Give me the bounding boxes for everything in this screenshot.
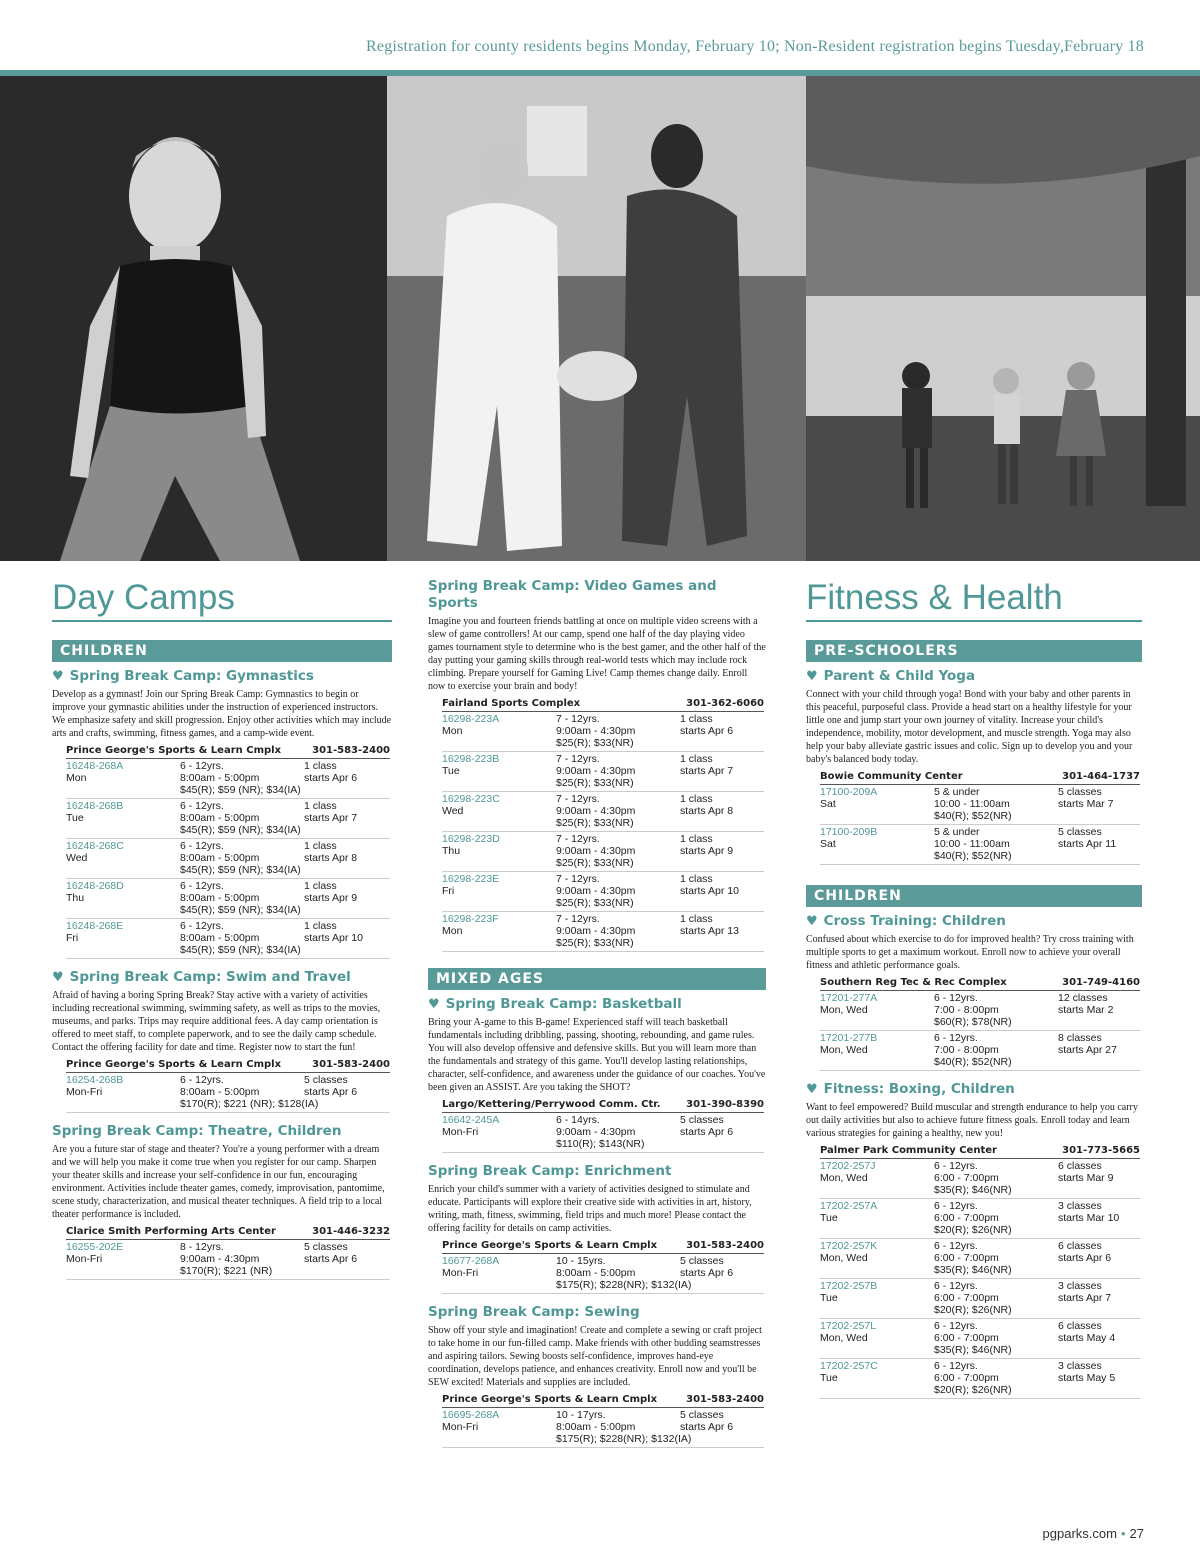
course-gymnastics — [52, 668, 392, 959]
fee: $25(R); $33(NR) — [556, 817, 634, 829]
course-code: 17202-257A — [820, 1200, 878, 1212]
class-count: 12 classes — [1058, 992, 1108, 1004]
location-row: Largo/Kettering/Perrywood Comm. Ctr. 301-390-8390 — [442, 1097, 764, 1113]
course-title: Spring Break Camp: Theatre, Children — [52, 1123, 342, 1139]
fee: $20(R); $26(NR) — [934, 1224, 1012, 1236]
class-count: 1 class — [680, 913, 713, 925]
location-row: Palmer Park Community Center 301-773-5665 — [820, 1143, 1140, 1159]
age-range: 6 - 12yrs. — [934, 1032, 978, 1044]
table-row — [820, 1031, 1140, 1071]
start-date: starts Apr 7 — [1058, 1292, 1112, 1304]
class-count: 8 classes — [1058, 1032, 1102, 1044]
meeting-time: 8:00am - 5:00pm — [556, 1267, 636, 1279]
table-row — [442, 912, 764, 952]
fee: $35(R); $46(NR) — [934, 1344, 1012, 1356]
location-row: Prince George's Sports & Learn Cmplx 301-583-2400 — [442, 1238, 764, 1254]
page-footer — [1043, 1526, 1144, 1541]
section-title-day-camps: Day Camps — [52, 578, 392, 622]
schedule-table — [820, 1143, 1140, 1399]
meeting-time: 9:00am - 4:30pm — [556, 725, 636, 737]
course-code: 16248-268A — [66, 760, 124, 772]
start-date: starts Apr 9 — [304, 892, 358, 904]
age-range: 6 - 12yrs. — [180, 1074, 224, 1086]
column-fitness — [806, 578, 1142, 1409]
table-row — [66, 1240, 390, 1280]
meeting-day: Tue — [66, 812, 84, 824]
location-row: Prince George's Sports & Learn Cmplx 301-583-2400 — [442, 1392, 764, 1408]
meeting-day: Mon, Wed — [820, 1004, 868, 1016]
table-row — [442, 872, 764, 912]
heart-icon: ♥ — [806, 914, 818, 929]
meeting-time: 6:00 - 7:00pm — [934, 1372, 999, 1384]
course-description: Connect with your child through yoga! Bond with your baby and other parents in this peaceful, purposeful class. Provide a head start on a healthy lifestyle for your little one and jump start your own journey of vitality. Increase your child's independence, mobility, motor development, and muscle strength. Yoga may also help your baby alleviate gastric issues and colic. Sign up to develop you and your baby's balanced body today. — [806, 689, 1133, 765]
class-count: 1 class — [304, 760, 337, 772]
meeting-time: 7:00 - 8:00pm — [934, 1004, 999, 1016]
start-date: starts Apr 6 — [304, 1253, 358, 1265]
table-row — [442, 712, 764, 752]
start-date: starts Apr 27 — [1058, 1044, 1117, 1056]
start-date: starts Apr 6 — [304, 1086, 358, 1098]
heart-icon: ♥ — [806, 669, 818, 684]
page-number: 27 — [1129, 1526, 1144, 1541]
course-code: 16695-268A — [442, 1409, 500, 1421]
age-range: 10 - 15yrs. — [556, 1255, 606, 1267]
start-date: starts Apr 6 — [680, 725, 734, 737]
table-row — [66, 839, 390, 879]
course-sewing — [428, 1304, 766, 1448]
course-description: Want to feel empowered? Build muscular and strength endurance to help you carry out daily activities but also to achieve future fitness goals. Enroll today and learn various strategies for gaining a healthy, new you! — [806, 1102, 1138, 1139]
table-row — [820, 1319, 1140, 1359]
schedule-table — [66, 1224, 390, 1280]
course-description: Imagine you and fourteen friends battling at once on multiple video screens with a slew of game controllers! At our camp, spend one half of the day playing video games tournament style to determine who is the best gamer, and the other half of the day putting your gaming skills through real-world tests which may include rock climbing. Prepare yourself for Gaming Live! Camp themes change daily. Enroll now to exercise your brain and body! — [428, 616, 766, 692]
location-row: Southern Reg Tec & Rec Complex 301-749-4160 — [820, 975, 1140, 991]
age-range: 6 - 12yrs. — [934, 992, 978, 1004]
class-count: 1 class — [680, 873, 713, 885]
meeting-day: Mon, Wed — [820, 1252, 868, 1264]
course-video-games — [428, 578, 766, 952]
photo-gymnast — [0, 76, 387, 561]
course-code: 16255-202E — [66, 1241, 124, 1253]
course-cross-training — [806, 913, 1142, 1071]
table-row — [66, 879, 390, 919]
meeting-time: 9:00am - 4:30pm — [556, 925, 636, 937]
course-code: 17201-277A — [820, 992, 878, 1004]
schedule-table — [442, 696, 764, 952]
table-row — [820, 1199, 1140, 1239]
section-title-fitness: Fitness & Health — [806, 578, 1142, 622]
meeting-day: Mon — [442, 725, 463, 737]
course-yoga — [806, 668, 1142, 865]
start-date: starts May 5 — [1058, 1372, 1116, 1384]
registration-note: Registration for county residents begins Monday, February 10; Non-Resident registration begins Tuesday,February 18 — [366, 38, 1144, 55]
course-code: 17202-257C — [820, 1360, 878, 1372]
schedule-table — [442, 1238, 764, 1294]
age-range: 7 - 12yrs. — [556, 873, 600, 885]
start-date: starts Mar 10 — [1058, 1212, 1120, 1224]
age-range: 6 - 12yrs. — [934, 1160, 978, 1172]
class-count: 1 class — [680, 793, 713, 805]
meeting-day: Mon-Fri — [442, 1126, 479, 1138]
location-row: Clarice Smith Performing Arts Center 301-446-3232 — [66, 1224, 390, 1240]
age-range: 6 - 12yrs. — [180, 880, 224, 892]
table-row — [442, 832, 764, 872]
table-row — [66, 759, 390, 799]
start-date: starts Apr 6 — [680, 1267, 734, 1279]
meeting-day: Wed — [442, 805, 464, 817]
fee: $25(R); $33(NR) — [556, 897, 634, 909]
course-title: ♥ Cross Training: Children — [806, 913, 1006, 929]
meeting-day: Mon-Fri — [442, 1421, 479, 1433]
meeting-day: Thu — [442, 845, 461, 857]
start-date: starts Apr 11 — [1058, 838, 1117, 850]
course-code: 17100-209A — [820, 786, 878, 798]
footer-separator: • — [1120, 1526, 1126, 1541]
meeting-time: 6:00 - 7:00pm — [934, 1252, 999, 1264]
fee: $60(R); $78(NR) — [934, 1016, 1012, 1028]
class-count: 6 classes — [1058, 1160, 1102, 1172]
meeting-day: Sat — [820, 798, 836, 810]
meeting-day: Mon-Fri — [442, 1267, 479, 1279]
class-count: 1 class — [304, 840, 337, 852]
age-range: 6 - 12yrs. — [934, 1200, 978, 1212]
schedule-table — [820, 769, 1140, 865]
class-count: 1 class — [304, 880, 337, 892]
class-count: 3 classes — [1058, 1200, 1102, 1212]
start-date: starts Apr 10 — [304, 932, 363, 944]
start-date: starts Apr 8 — [680, 805, 734, 817]
age-range: 6 - 12yrs. — [934, 1320, 978, 1332]
course-enrichment — [428, 1163, 766, 1294]
age-range: 5 & under — [934, 786, 980, 798]
age-range: 6 - 12yrs. — [180, 920, 224, 932]
meeting-day: Fri — [66, 932, 79, 944]
age-range: 6 - 12yrs. — [180, 800, 224, 812]
course-code: 16298-223F — [442, 913, 499, 925]
class-count: 1 class — [304, 800, 337, 812]
meeting-day: Mon — [66, 772, 87, 784]
class-count: 1 class — [304, 920, 337, 932]
table-row — [66, 919, 390, 959]
meeting-day: Wed — [66, 852, 88, 864]
start-date: starts Mar 7 — [1058, 798, 1114, 810]
meeting-time: 6:00 - 7:00pm — [934, 1172, 999, 1184]
meeting-time: 8:00am - 5:00pm — [180, 1086, 260, 1098]
meeting-time: 8:00am - 5:00pm — [180, 892, 260, 904]
meeting-day: Mon, Wed — [820, 1172, 868, 1184]
age-range: 6 - 12yrs. — [934, 1240, 978, 1252]
age-range: 7 - 12yrs. — [556, 713, 600, 725]
fee: $110(R); $143(NR) — [556, 1138, 645, 1150]
photo-children-park — [806, 76, 1200, 561]
meeting-time: 9:00am - 4:30pm — [180, 1253, 260, 1265]
band-mixed-ages: MIXED AGES — [428, 968, 766, 990]
heart-icon: ♥ — [52, 669, 64, 684]
meeting-time: 6:00 - 7:00pm — [934, 1212, 999, 1224]
meeting-time: 10:00 - 11:00am — [934, 798, 1010, 810]
course-description: Afraid of having a boring Spring Break? Stay active with a variety of activities including recreational swimming, swimming safety, as well as trips to the movies, museums, and parks. Trips may require additional fees. A day camp orientation is offered to meet staff, to complete paperwork, and to see the daily camp schedule. Contact the offering facility for date and time. Register now to start the fun! — [52, 990, 381, 1053]
meeting-time: 9:00am - 4:30pm — [556, 805, 636, 817]
course-code: 16298-223A — [442, 713, 500, 725]
course-description: Show off your style and imagination! Create and complete a sewing or craft project to take home in our fun-filled camp. Make friends with other budding seamstresses and aspiring tailors. Sewing boosts self-confidence, improves hand-eye coordination, develops patience, and enhances creativity. Enroll now and you'll be SEW excited! Materials and supplies are included. — [428, 1325, 762, 1388]
course-title: ♥ Spring Break Camp: Basketball — [428, 996, 682, 1012]
age-range: 6 - 14yrs. — [556, 1114, 600, 1126]
table-row — [442, 1254, 764, 1294]
course-code: 16254-268B — [66, 1074, 124, 1086]
column-day-camps — [52, 578, 392, 1290]
table-row — [820, 1159, 1140, 1199]
class-count: 5 classes — [1058, 786, 1102, 798]
start-date: starts Apr 6 — [680, 1421, 734, 1433]
meeting-time: 8:00am - 5:00pm — [180, 812, 260, 824]
course-code: 17202-257J — [820, 1160, 876, 1172]
class-count: 1 class — [680, 833, 713, 845]
age-range: 7 - 12yrs. — [556, 833, 600, 845]
fee: $25(R); $33(NR) — [556, 737, 634, 749]
age-range: 6 - 12yrs. — [934, 1360, 978, 1372]
schedule-table — [66, 1057, 390, 1113]
fee: $35(R); $46(NR) — [934, 1264, 1012, 1276]
course-code: 17202-257K — [820, 1240, 878, 1252]
table-row — [820, 825, 1140, 865]
heart-icon: ♥ — [428, 997, 440, 1012]
band-children: CHILDREN — [52, 640, 392, 662]
course-code: 16248-268B — [66, 800, 124, 812]
class-count: 5 classes — [680, 1255, 724, 1267]
fee: $20(R); $26(NR) — [934, 1384, 1012, 1396]
fee: $175(R); $228(NR); $132(IA) — [556, 1279, 692, 1291]
location-row: Prince George's Sports & Learn Cmplx 301-583-2400 — [66, 743, 390, 759]
class-count: 6 classes — [1058, 1240, 1102, 1252]
course-code: 16677-268A — [442, 1255, 500, 1267]
schedule-table — [66, 743, 390, 959]
fee: $175(R); $228(NR); $132(IA) — [556, 1433, 692, 1445]
course-code: 16298-223B — [442, 753, 500, 765]
meeting-day: Tue — [442, 765, 460, 777]
table-row — [442, 792, 764, 832]
meeting-day: Mon, Wed — [820, 1044, 868, 1056]
start-date: starts Apr 6 — [304, 772, 358, 784]
meeting-time: 9:00am - 4:30pm — [556, 765, 636, 777]
fee: $25(R); $33(NR) — [556, 857, 634, 869]
start-date: starts Apr 7 — [304, 812, 358, 824]
meeting-day: Mon, Wed — [820, 1332, 868, 1344]
schedule-table — [442, 1392, 764, 1448]
age-range: 7 - 12yrs. — [556, 793, 600, 805]
fee: $35(R); $46(NR) — [934, 1184, 1012, 1196]
start-date: starts Apr 9 — [680, 845, 734, 857]
course-title: ♥ Spring Break Camp: Gymnastics — [52, 668, 314, 684]
meeting-time: 6:00 - 7:00pm — [934, 1332, 999, 1344]
meeting-day: Fri — [442, 885, 455, 897]
table-row — [820, 991, 1140, 1031]
meeting-day: Mon-Fri — [66, 1253, 103, 1265]
schedule-table — [442, 1097, 764, 1153]
course-code: 16248-268C — [66, 840, 124, 852]
table-row — [820, 1279, 1140, 1319]
table-row — [820, 785, 1140, 825]
start-date: starts Apr 10 — [680, 885, 739, 897]
course-theatre — [52, 1123, 392, 1280]
fee: $25(R); $33(NR) — [556, 777, 634, 789]
start-date: starts Apr 8 — [304, 852, 358, 864]
meeting-day: Tue — [820, 1292, 838, 1304]
course-code: 16298-223E — [442, 873, 500, 885]
course-code: 17202-257B — [820, 1280, 878, 1292]
course-title: Spring Break Camp: Enrichment — [428, 1163, 672, 1179]
fee: $45(R); $59 (NR); $34(IA) — [180, 824, 301, 836]
meeting-day: Sat — [820, 838, 836, 850]
meeting-time: 8:00am - 5:00pm — [180, 852, 260, 864]
course-code: 17201-277B — [820, 1032, 878, 1044]
course-title: ♥ Spring Break Camp: Swim and Travel — [52, 969, 351, 985]
age-range: 5 & under — [934, 826, 980, 838]
photo-strip — [0, 76, 1200, 561]
course-code: 16248-268E — [66, 920, 124, 932]
class-count: 5 classes — [1058, 826, 1102, 838]
table-row — [442, 1408, 764, 1448]
class-count: 5 classes — [680, 1114, 724, 1126]
meeting-day: Mon — [442, 925, 463, 937]
meeting-time: 9:00am - 4:30pm — [556, 1126, 636, 1138]
fee: $45(R); $59 (NR); $34(IA) — [180, 944, 301, 956]
fee: $170(R); $221 (NR) — [180, 1265, 273, 1277]
location-row: Prince George's Sports & Learn Cmplx 301-583-2400 — [66, 1057, 390, 1073]
class-count: 1 class — [680, 753, 713, 765]
fee: $45(R); $59 (NR); $34(IA) — [180, 784, 301, 796]
course-swim-travel — [52, 969, 392, 1113]
course-code: 16248-268D — [66, 880, 124, 892]
table-row — [820, 1239, 1140, 1279]
class-count: 1 class — [680, 713, 713, 725]
course-title: Spring Break Camp: Video Games and Sports — [428, 578, 717, 611]
location-row: Fairland Sports Complex 301-362-6060 — [442, 696, 764, 712]
course-title: Spring Break Camp: Sewing — [428, 1304, 640, 1320]
meeting-day: Tue — [820, 1212, 838, 1224]
age-range: 8 - 12yrs. — [180, 1241, 224, 1253]
fee: $45(R); $59 (NR); $34(IA) — [180, 904, 301, 916]
start-date: starts Mar 2 — [1058, 1004, 1114, 1016]
fee: $40(R); $52(NR) — [934, 850, 1012, 862]
start-date: starts Apr 6 — [680, 1126, 734, 1138]
meeting-time: 9:00am - 4:30pm — [556, 845, 636, 857]
column-middle — [428, 578, 766, 1458]
course-description: Enrich your child's summer with a variety of activities designed to stimulate and educate. Participants will explore their creative side with activities in art, history, writing, math, fitness, swimming, field trips and much more! Please contact the offering facility for details on camp activities. — [428, 1184, 752, 1234]
class-count: 3 classes — [1058, 1280, 1102, 1292]
class-count: 5 classes — [304, 1074, 348, 1086]
fee: $170(R); $221 (NR); $128(IA) — [180, 1098, 319, 1110]
course-description: Bring your A-game to this B-game! Experienced staff will teach basketball fundamentals including dribbling, passing, shooting, rebounding, and game rules. You will also develop offensive and defensive skills. But you will learn more than the fundamentals and strategy of this game. You'll develop lasting relationships, character, self-confidence, and awareness under the guidance of our coaches. You've been given an ASSIST. Are you taking the SHOT? — [428, 1017, 766, 1093]
course-code: 16298-223C — [442, 793, 500, 805]
course-code: 17100-209B — [820, 826, 878, 838]
table-row — [442, 1113, 764, 1153]
table-row — [820, 1359, 1140, 1399]
table-row — [66, 799, 390, 839]
course-code: 17202-257L — [820, 1320, 877, 1332]
start-date: starts Apr 6 — [1058, 1252, 1112, 1264]
course-description: Confused about which exercise to do for improved health? Try cross training with multiple sports to get a maximum workout. Enroll now to achieve your overall fitness and athletic performance goals. — [806, 934, 1134, 971]
heart-icon: ♥ — [806, 1082, 818, 1097]
age-range: 10 - 17yrs. — [556, 1409, 606, 1421]
meeting-time: 7:00 - 8:00pm — [934, 1044, 999, 1056]
fee: $45(R); $59 (NR); $34(IA) — [180, 864, 301, 876]
meeting-time: 10:00 - 11:00am — [934, 838, 1010, 850]
heart-icon: ♥ — [52, 970, 64, 985]
fee: $40(R); $52(NR) — [934, 810, 1012, 822]
class-count: 5 classes — [304, 1241, 348, 1253]
band-children: CHILDREN — [806, 885, 1142, 907]
meeting-time: 6:00 - 7:00pm — [934, 1292, 999, 1304]
course-description: Are you a future star of stage and theater? You're a young performer with a dream and we will help you make it come true when you register for our camp. Sharpen your theater skills and increase your self-confidence in our fun, encouraging environment. Activities include theater games, comedy, improvisation, pantomime, scene study, characterization, and musical theater techniques. A field trip to a local theater performance is included. — [52, 1144, 385, 1220]
meeting-time: 8:00am - 5:00pm — [556, 1421, 636, 1433]
start-date: starts May 4 — [1058, 1332, 1116, 1344]
course-code: 16642-245A — [442, 1114, 500, 1126]
course-code: 16298-223D — [442, 833, 500, 845]
start-date: starts Apr 7 — [680, 765, 734, 777]
class-count: 6 classes — [1058, 1320, 1102, 1332]
fee: $40(R); $52(NR) — [934, 1056, 1012, 1068]
band-pre-schoolers: PRE-SCHOOLERS — [806, 640, 1142, 662]
age-range: 6 - 12yrs. — [180, 760, 224, 772]
course-title: ♥ Parent & Child Yoga — [806, 668, 976, 684]
schedule-table — [820, 975, 1140, 1071]
class-count: 3 classes — [1058, 1360, 1102, 1372]
table-row — [66, 1073, 390, 1113]
start-date: starts Mar 9 — [1058, 1172, 1114, 1184]
age-range: 7 - 12yrs. — [556, 753, 600, 765]
table-row — [442, 752, 764, 792]
meeting-day: Thu — [66, 892, 85, 904]
fee: $25(R); $33(NR) — [556, 937, 634, 949]
photo-martial-arts — [387, 76, 806, 561]
course-boxing — [806, 1081, 1142, 1399]
class-count: 5 classes — [680, 1409, 724, 1421]
meeting-time: 9:00am - 4:30pm — [556, 885, 636, 897]
age-range: 6 - 12yrs. — [180, 840, 224, 852]
meeting-day: Mon-Fri — [66, 1086, 103, 1098]
age-range: 7 - 12yrs. — [556, 913, 600, 925]
course-title: ♥ Fitness: Boxing, Children — [806, 1081, 1015, 1097]
meeting-time: 8:00am - 5:00pm — [180, 772, 260, 784]
course-description: Develop as a gymnast! Join our Spring Break Camp: Gymnastics to begin or improve your gymnastic abilities under the instruction of experienced instructors. We emphasize safety and skill progression. Enjoy other activities which may include arts and crafts, swimming, fitness games, and a camp-wide event. — [52, 689, 392, 739]
meeting-time: 8:00am - 5:00pm — [180, 932, 260, 944]
location-row: Bowie Community Center 301-464-1737 — [820, 769, 1140, 785]
age-range: 6 - 12yrs. — [934, 1280, 978, 1292]
course-basketball — [428, 996, 766, 1153]
footer-site: pgparks.com — [1042, 1526, 1117, 1541]
fee: $20(R); $26(NR) — [934, 1304, 1012, 1316]
start-date: starts Apr 13 — [680, 925, 739, 937]
meeting-day: Tue — [820, 1372, 838, 1384]
